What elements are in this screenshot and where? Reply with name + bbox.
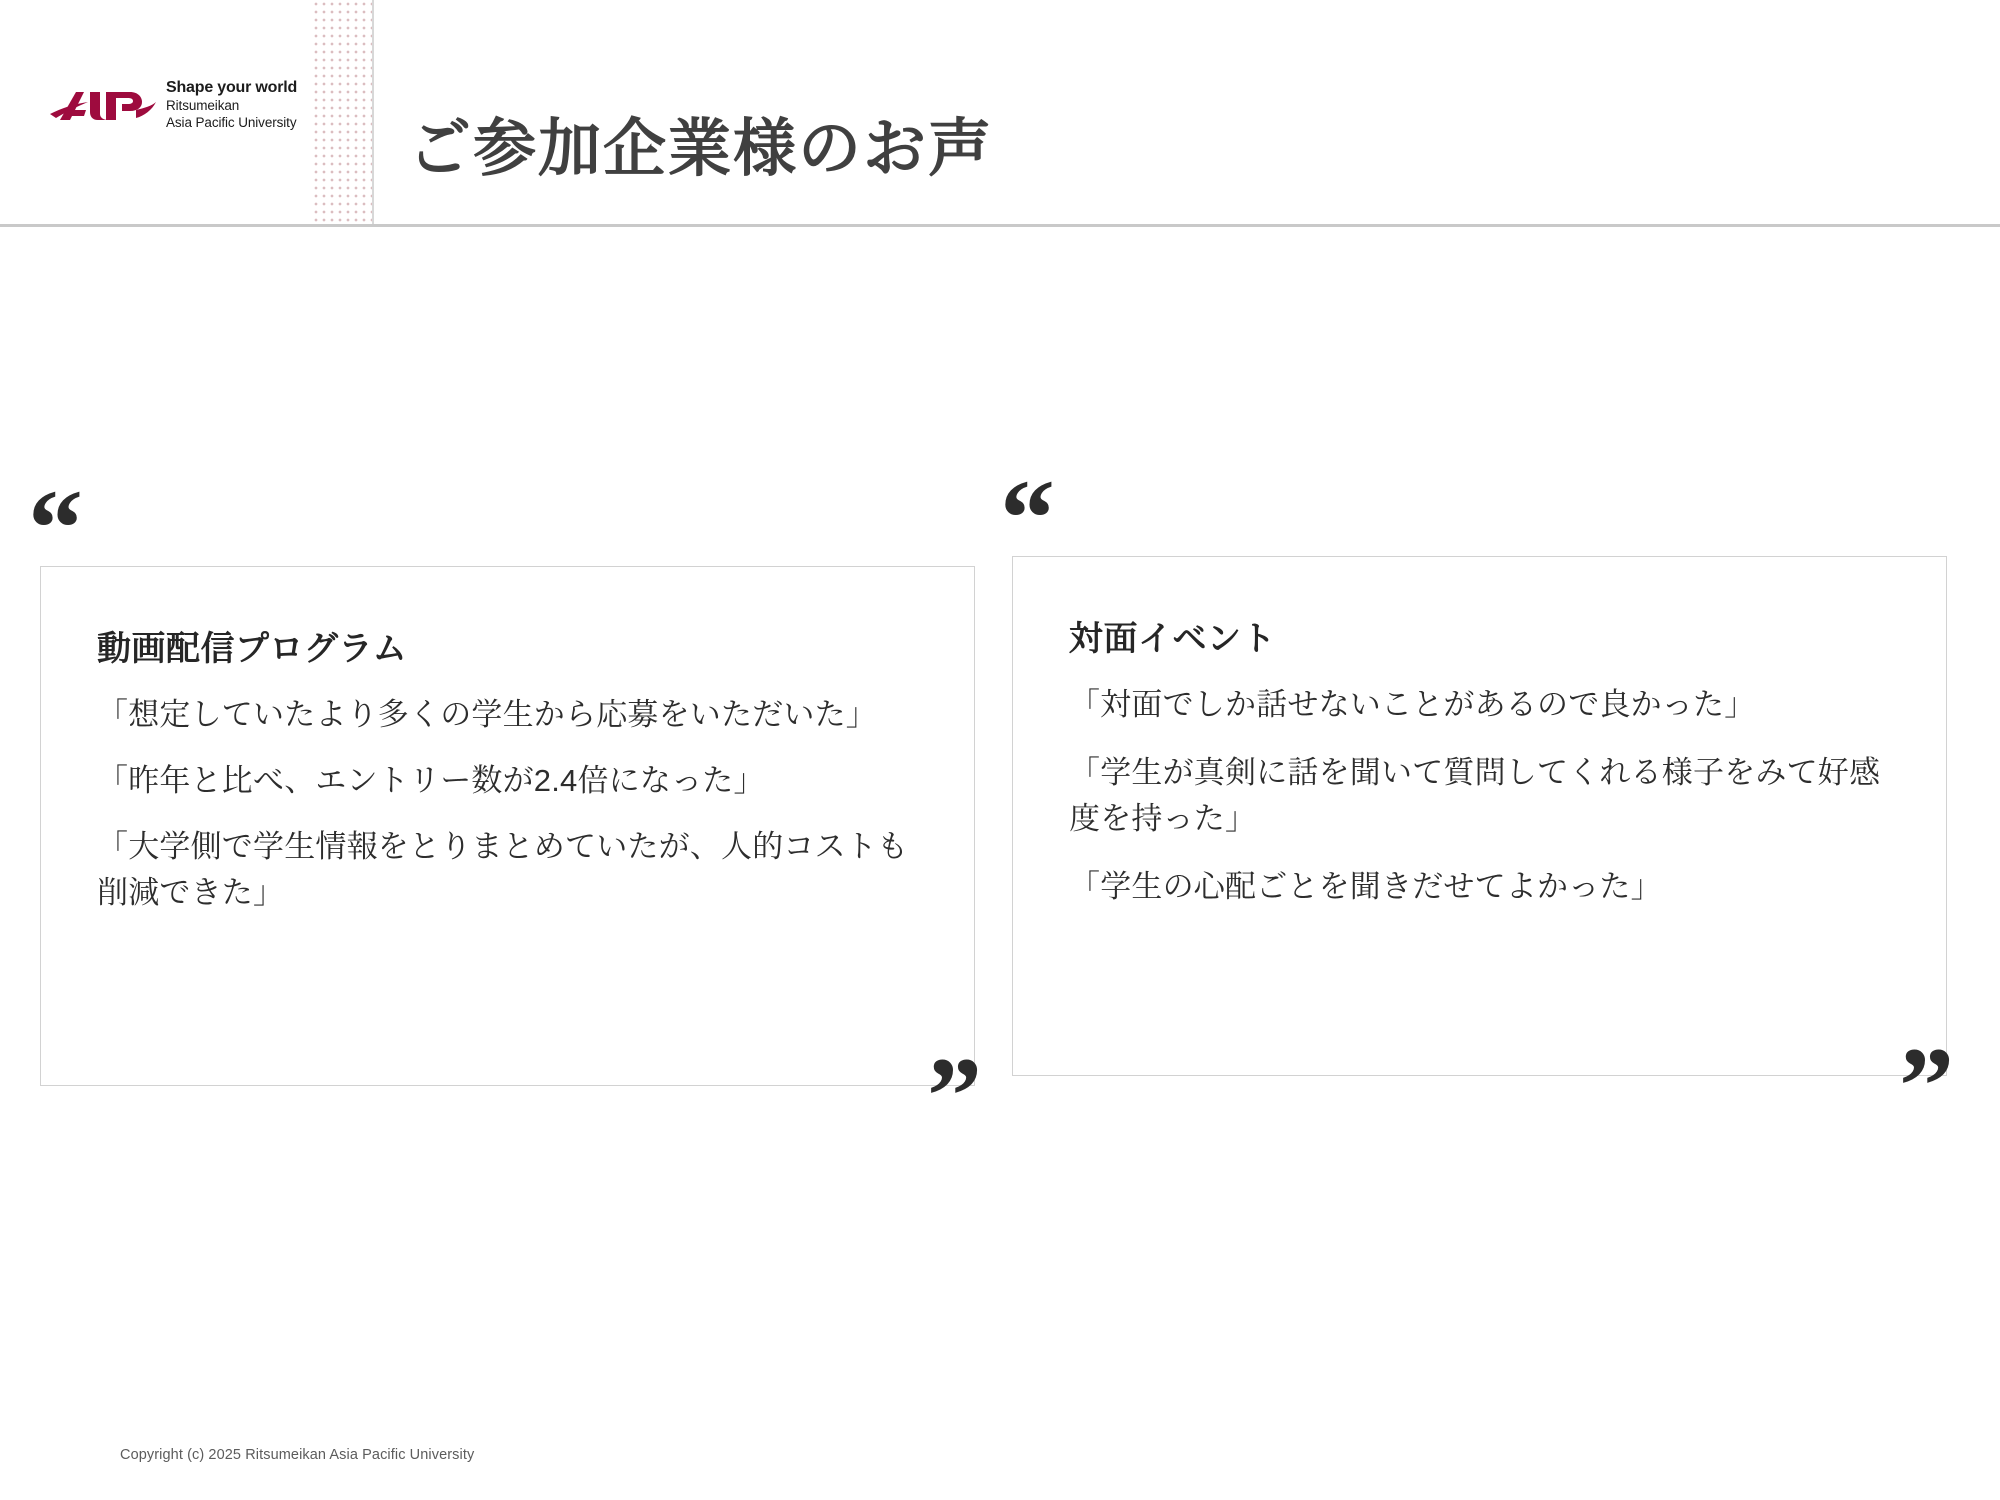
apu-logo-text xyxy=(166,78,306,131)
quote-card-title: 動画配信プログラム xyxy=(97,630,408,668)
quote-close-icon: ” xyxy=(927,1035,982,1157)
quote-card-video-program xyxy=(28,467,982,1157)
header-divider xyxy=(0,224,2000,227)
quote-line: 「対面でしか話せないことがあるので良かった」 xyxy=(1069,687,1756,722)
quote-card-content xyxy=(97,621,934,936)
logo-line-university: Asia Pacific University xyxy=(166,114,297,130)
page-title: ご参加企業様のお声 xyxy=(408,114,993,185)
quote-line: 「昨年と比べ、エントリー数が2.4倍になった」 xyxy=(97,762,765,798)
quote-card-content xyxy=(1069,611,1906,932)
apu-logo xyxy=(48,78,298,140)
quote-line: 「学生が真剣に話を聞いて質問してくれる様子をみて好感度を持った」 xyxy=(1069,754,1881,836)
apu-logo-mark-icon xyxy=(48,80,158,128)
quote-open-icon: “ xyxy=(28,467,83,589)
logo-line-ritsumeikan: Ritsumeikan xyxy=(166,97,240,113)
logo-tagline: Shape your world xyxy=(166,79,298,96)
header-vertical-divider xyxy=(372,0,374,224)
quote-open-icon: “ xyxy=(1000,457,1055,579)
quote-line: 「想定していたより多くの学生から応募をいただいた」 xyxy=(97,697,877,732)
quote-line: 「学生の心配ごとを聞きだせてよかった」 xyxy=(1069,868,1662,904)
quote-card-in-person-event xyxy=(1000,457,1954,1147)
quote-card-title: 対面イベント xyxy=(1069,620,1276,658)
quote-close-icon: ” xyxy=(1899,1025,1954,1147)
copyright-notice: Copyright (c) 2025 Ritsumeikan Asia Pacific University xyxy=(120,1447,475,1463)
slide-header xyxy=(0,0,2000,226)
quote-line: 「大学側で学生情報をとりまとめていたが、人的コストも削減できた」 xyxy=(97,828,909,910)
dotted-decoration xyxy=(312,0,372,224)
